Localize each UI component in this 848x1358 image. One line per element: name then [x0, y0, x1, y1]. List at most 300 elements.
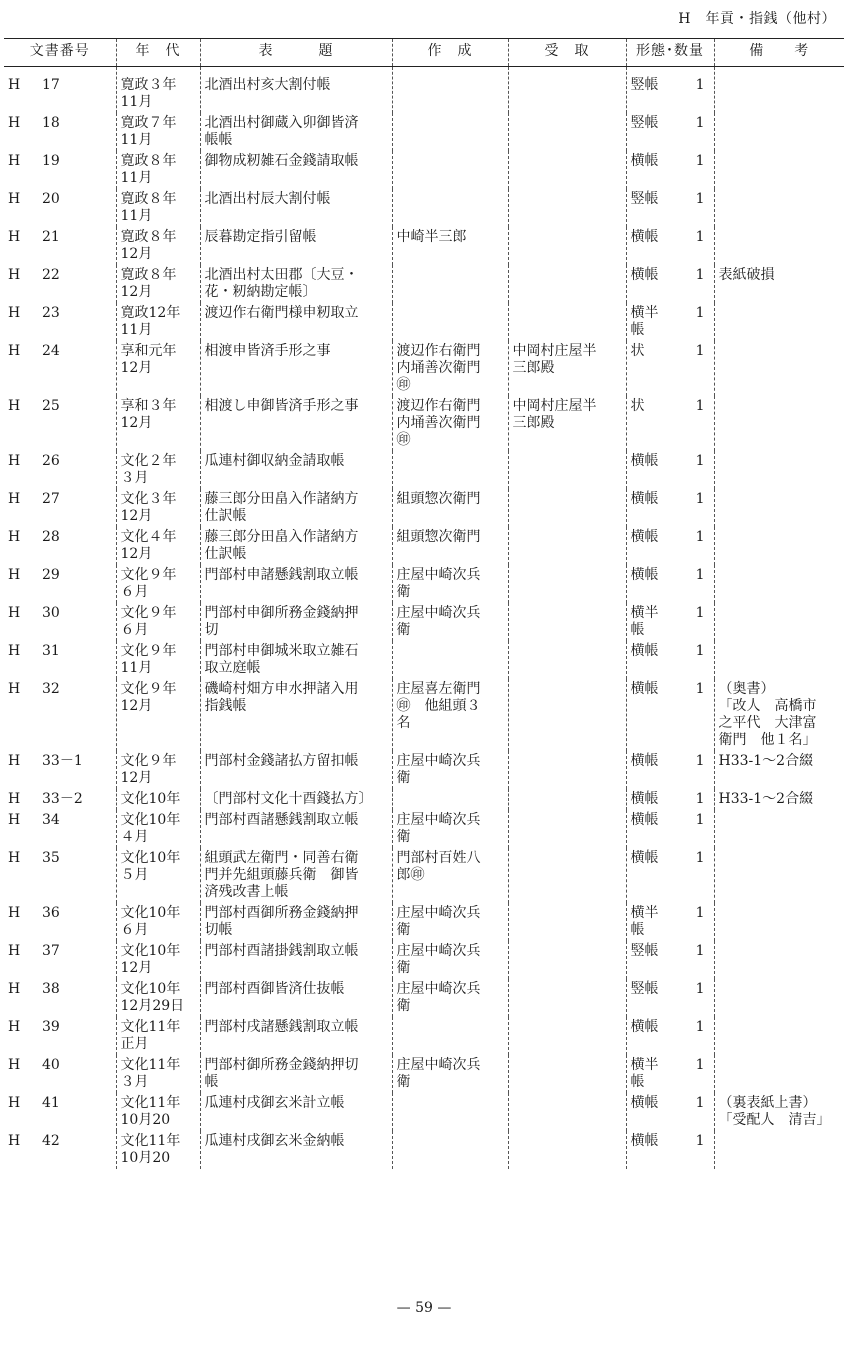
notes-cell — [714, 848, 844, 903]
recipient-cell — [508, 67, 626, 114]
creator-cell: 庄屋中崎次兵 衛 — [392, 903, 508, 941]
form-type: 横帳 — [630, 643, 659, 659]
title-cell: 門部村申諸懸銭割取立帳 — [200, 565, 392, 603]
form-quantity-cell — [626, 265, 714, 303]
recipient-cell — [508, 751, 626, 789]
recipient-cell — [508, 227, 626, 265]
title-cell: 瓜連村戌御玄米計立帳 — [200, 1093, 392, 1131]
doc-prefix: H — [8, 191, 21, 207]
column-header-title: 表 題 — [200, 39, 392, 67]
form-quantity-cell — [626, 679, 714, 751]
title-cell: 藤三郎分田畠入作諸納方 仕訳帳 — [200, 489, 392, 527]
doc-number: 25 — [42, 398, 60, 414]
notes-cell — [714, 113, 844, 151]
date-cell: 文化11年 10月20 — [116, 1131, 200, 1169]
quantity: 1 — [695, 153, 705, 169]
title-cell: 磯崎村畑方申水押諸入用 指銭帳 — [200, 679, 392, 751]
creator-cell: 庄屋中崎次兵 衛 — [392, 751, 508, 789]
doc-number: 21 — [42, 229, 60, 245]
form-quantity-cell — [626, 303, 714, 341]
doc-number: 34 — [42, 812, 60, 828]
form-quantity-cell — [626, 1017, 714, 1055]
doc-number-cell — [4, 396, 116, 451]
page-number: — 59 — — [396, 1300, 452, 1316]
form-type: 竪帳 — [630, 981, 659, 997]
form-type: 横帳 — [630, 529, 659, 545]
notes-cell — [714, 1055, 844, 1093]
date-cell: 文化９年 11月 — [116, 641, 200, 679]
form-type: 横帳 — [630, 812, 659, 828]
table-row — [4, 641, 844, 679]
doc-prefix: H — [8, 529, 21, 545]
form-type: 横半 帳 — [630, 605, 659, 638]
title-cell: 門部村申御城米取立雑石 取立庭帳 — [200, 641, 392, 679]
date-cell: 寛政12年 11月 — [116, 303, 200, 341]
form-type: 横帳 — [630, 491, 659, 507]
doc-number-cell — [4, 941, 116, 979]
form-quantity-cell — [626, 151, 714, 189]
column-header-recipient: 受 取 — [508, 39, 626, 67]
title-cell: 相渡し申御皆済手形之事 — [200, 396, 392, 451]
creator-cell — [392, 303, 508, 341]
quantity: 1 — [695, 1057, 705, 1073]
doc-number: 18 — [42, 115, 60, 131]
doc-prefix: H — [8, 905, 21, 921]
form-quantity-cell — [626, 979, 714, 1017]
form-quantity-cell — [626, 903, 714, 941]
doc-number: 35 — [42, 850, 60, 866]
column-header-creator: 作 成 — [392, 39, 508, 67]
table-row — [4, 151, 844, 189]
doc-number-cell — [4, 189, 116, 227]
date-cell: 文化10年 — [116, 789, 200, 810]
date-cell: 文化９年 12月 — [116, 679, 200, 751]
creator-cell: 庄屋喜左衛門 ㊞ 他組頭３ 名 — [392, 679, 508, 751]
form-type: 横帳 — [630, 850, 659, 866]
creator-cell — [392, 1131, 508, 1169]
notes-cell — [714, 641, 844, 679]
creator-cell: 庄屋中崎次兵 衛 — [392, 603, 508, 641]
title-cell: 門部村御所務金錢納押切 帳 — [200, 1055, 392, 1093]
doc-number: 26 — [42, 453, 60, 469]
form-quantity-cell — [626, 1055, 714, 1093]
creator-cell: 中崎半三郎 — [392, 227, 508, 265]
title-cell: 瓜連村御収納金請取帳 — [200, 451, 392, 489]
form-type: 横半 帳 — [630, 1057, 659, 1090]
recipient-cell — [508, 903, 626, 941]
quantity: 1 — [695, 605, 705, 621]
form-type: 横帳 — [630, 681, 659, 697]
date-cell: 寛政７年 11月 — [116, 113, 200, 151]
table-row — [4, 1131, 844, 1169]
notes-cell — [714, 396, 844, 451]
quantity: 1 — [695, 850, 705, 866]
doc-number-cell — [4, 1131, 116, 1169]
doc-prefix: H — [8, 343, 21, 359]
recipient-cell — [508, 1017, 626, 1055]
doc-prefix: H — [8, 753, 21, 769]
creator-cell: 庄屋中崎次兵 衛 — [392, 810, 508, 848]
quantity: 1 — [695, 453, 705, 469]
title-cell: 北酒出村辰大割付帳 — [200, 189, 392, 227]
column-header-date: 年 代 — [116, 39, 200, 67]
creator-cell: 庄屋中崎次兵 衛 — [392, 565, 508, 603]
recipient-cell — [508, 1093, 626, 1131]
doc-prefix: H — [8, 77, 21, 93]
table-row — [4, 810, 844, 848]
document-catalog-table — [4, 38, 844, 1169]
column-header-doc-number: 文書番号 — [4, 39, 116, 67]
date-cell: 寛政８年 11月 — [116, 189, 200, 227]
date-cell: 文化９年 ６月 — [116, 603, 200, 641]
date-cell: 寛政８年 12月 — [116, 265, 200, 303]
notes-cell — [714, 1017, 844, 1055]
notes-cell — [714, 565, 844, 603]
column-header-form-quantity: 形態･数量 — [626, 39, 714, 67]
creator-cell — [392, 265, 508, 303]
quantity: 1 — [695, 791, 705, 807]
recipient-cell — [508, 979, 626, 1017]
quantity: 1 — [695, 1095, 705, 1111]
quantity: 1 — [695, 812, 705, 828]
form-type: 横半 帳 — [630, 305, 659, 338]
date-cell: 文化11年 10月20 — [116, 1093, 200, 1131]
form-quantity-cell — [626, 848, 714, 903]
table-row — [4, 113, 844, 151]
recipient-cell — [508, 451, 626, 489]
doc-number: 24 — [42, 343, 60, 359]
form-type: 横帳 — [630, 267, 659, 283]
doc-prefix: H — [8, 453, 21, 469]
doc-prefix: H — [8, 943, 21, 959]
title-cell: 北酒出村太田郡〔大豆・ 花・籾納勘定帳〕 — [200, 265, 392, 303]
doc-number: 32 — [42, 681, 60, 697]
date-cell: 文化10年 12月 — [116, 941, 200, 979]
quantity: 1 — [695, 267, 705, 283]
doc-number: 30 — [42, 605, 60, 621]
doc-number-cell — [4, 341, 116, 396]
doc-number-cell — [4, 751, 116, 789]
recipient-cell — [508, 189, 626, 227]
doc-number-cell — [4, 113, 116, 151]
notes-cell — [714, 67, 844, 114]
form-quantity-cell — [626, 527, 714, 565]
quantity: 1 — [695, 529, 705, 545]
title-cell: 辰暮勘定指引留帳 — [200, 227, 392, 265]
doc-number: 28 — [42, 529, 60, 545]
form-quantity-cell — [626, 113, 714, 151]
title-cell: 御物成籾雑石金錢請取帳 — [200, 151, 392, 189]
doc-prefix: H — [8, 567, 21, 583]
table-row — [4, 979, 844, 1017]
title-cell: 渡辺作右衛門様申籾取立 — [200, 303, 392, 341]
title-cell: 門部村酉諸掛銭割取立帳 — [200, 941, 392, 979]
recipient-cell — [508, 1131, 626, 1169]
doc-number: 27 — [42, 491, 60, 507]
doc-number: 23 — [42, 305, 60, 321]
form-type: 状 — [630, 398, 645, 414]
date-cell: 文化９年 12月 — [116, 751, 200, 789]
doc-prefix: H — [8, 791, 21, 807]
doc-number: 33－2 — [42, 791, 83, 807]
quantity: 1 — [695, 191, 705, 207]
title-cell: 北酒出村御蔵入卯御皆済 帳帳 — [200, 113, 392, 151]
creator-cell — [392, 1093, 508, 1131]
doc-number: 29 — [42, 567, 60, 583]
doc-number-cell — [4, 1017, 116, 1055]
recipient-cell — [508, 603, 626, 641]
date-cell: 寛政８年 11月 — [116, 151, 200, 189]
doc-number-cell — [4, 789, 116, 810]
doc-prefix: H — [8, 681, 21, 697]
doc-number: 40 — [42, 1057, 60, 1073]
doc-prefix: H — [8, 812, 21, 828]
form-type: 横帳 — [630, 791, 659, 807]
creator-cell — [392, 789, 508, 810]
title-cell: 門部村戌諸懸銭割取立帳 — [200, 1017, 392, 1055]
doc-prefix: H — [8, 115, 21, 131]
quantity: 1 — [695, 77, 705, 93]
date-cell: 寛政３年 11月 — [116, 67, 200, 114]
doc-number: 22 — [42, 267, 60, 283]
recipient-cell — [508, 848, 626, 903]
date-cell: 文化10年 ６月 — [116, 903, 200, 941]
date-cell: 文化10年 ５月 — [116, 848, 200, 903]
form-quantity-cell — [626, 189, 714, 227]
title-cell: 門部村酉諸懸銭割取立帳 — [200, 810, 392, 848]
doc-number: 33－1 — [42, 753, 83, 769]
doc-number: 19 — [42, 153, 60, 169]
table-row — [4, 303, 844, 341]
notes-cell: （裏表紙上書） 「受配人 清吉」 — [714, 1093, 844, 1131]
table-row — [4, 67, 844, 114]
title-cell: 門部村金錢諸払方留扣帳 — [200, 751, 392, 789]
table-row — [4, 751, 844, 789]
doc-number: 41 — [42, 1095, 60, 1111]
section-header: H 年貢・指銭（他村） — [678, 11, 836, 27]
form-type: 竪帳 — [630, 191, 659, 207]
form-type: 竪帳 — [630, 77, 659, 93]
quantity: 1 — [695, 398, 705, 414]
form-quantity-cell — [626, 789, 714, 810]
doc-number-cell — [4, 1055, 116, 1093]
date-cell: 享和３年 12月 — [116, 396, 200, 451]
date-cell: 文化10年 12月29日 — [116, 979, 200, 1017]
title-cell: 組頭武左衛門・同善右衛 門并先組頭藤兵衛 御皆 済残改書上帳 — [200, 848, 392, 903]
form-type: 横帳 — [630, 229, 659, 245]
title-cell: 門部村申御所務金錢納押 切 — [200, 603, 392, 641]
quantity: 1 — [695, 1133, 705, 1149]
quantity: 1 — [695, 753, 705, 769]
table-row — [4, 789, 844, 810]
title-cell: 相渡申皆済手形之事 — [200, 341, 392, 396]
quantity: 1 — [695, 229, 705, 245]
doc-prefix: H — [8, 153, 21, 169]
doc-prefix: H — [8, 605, 21, 621]
form-type: 横半 帳 — [630, 905, 659, 938]
doc-prefix: H — [8, 305, 21, 321]
creator-cell: 組頭惣次衛門 — [392, 527, 508, 565]
form-quantity-cell — [626, 396, 714, 451]
doc-prefix: H — [8, 398, 21, 414]
recipient-cell — [508, 303, 626, 341]
recipient-cell — [508, 489, 626, 527]
form-type: 横帳 — [630, 1133, 659, 1149]
form-quantity-cell — [626, 751, 714, 789]
title-cell: 北酒出村亥大割付帳 — [200, 67, 392, 114]
creator-cell — [392, 113, 508, 151]
creator-cell — [392, 1017, 508, 1055]
doc-number-cell — [4, 265, 116, 303]
notes-cell — [714, 527, 844, 565]
table-row — [4, 227, 844, 265]
doc-number-cell — [4, 565, 116, 603]
quantity: 1 — [695, 943, 705, 959]
date-cell: 文化２年 ３月 — [116, 451, 200, 489]
date-cell: 文化11年 正月 — [116, 1017, 200, 1055]
recipient-cell: 中岡村庄屋半 三郎殿 — [508, 396, 626, 451]
quantity: 1 — [695, 567, 705, 583]
recipient-cell — [508, 810, 626, 848]
form-quantity-cell — [626, 341, 714, 396]
form-type: 横帳 — [630, 1019, 659, 1035]
doc-number: 37 — [42, 943, 60, 959]
notes-cell — [714, 451, 844, 489]
date-cell: 享和元年 12月 — [116, 341, 200, 396]
notes-cell — [714, 303, 844, 341]
table-row — [4, 189, 844, 227]
table-row — [4, 1017, 844, 1055]
notes-cell — [714, 810, 844, 848]
notes-cell: H33-1～2合綴 — [714, 789, 844, 810]
doc-prefix: H — [8, 229, 21, 245]
recipient-cell — [508, 789, 626, 810]
creator-cell: 組頭惣次衛門 — [392, 489, 508, 527]
form-type: 横帳 — [630, 453, 659, 469]
form-type: 横帳 — [630, 153, 659, 169]
doc-number: 31 — [42, 643, 60, 659]
quantity: 1 — [695, 681, 705, 697]
table-row — [4, 1093, 844, 1131]
recipient-cell: 中岡村庄屋半 三郎殿 — [508, 341, 626, 396]
quantity: 1 — [695, 643, 705, 659]
creator-cell: 渡辺作右衛門 内埇善次衛門 ㊞ — [392, 396, 508, 451]
form-type: 竪帳 — [630, 115, 659, 131]
notes-cell — [714, 227, 844, 265]
title-cell: 門部村酉御皆済仕抜帳 — [200, 979, 392, 1017]
table-row — [4, 527, 844, 565]
form-type: 竪帳 — [630, 943, 659, 959]
creator-cell: 庄屋中崎次兵 衛 — [392, 979, 508, 1017]
recipient-cell — [508, 941, 626, 979]
recipient-cell — [508, 679, 626, 751]
recipient-cell — [508, 1055, 626, 1093]
creator-cell — [392, 641, 508, 679]
doc-prefix: H — [8, 1133, 21, 1149]
form-quantity-cell — [626, 451, 714, 489]
doc-number-cell — [4, 641, 116, 679]
table-row — [4, 848, 844, 903]
doc-prefix: H — [8, 850, 21, 866]
date-cell: 文化９年 ６月 — [116, 565, 200, 603]
quantity: 1 — [695, 343, 705, 359]
title-cell: 門部村酉御所務金錢納押 切帳 — [200, 903, 392, 941]
doc-number: 38 — [42, 981, 60, 997]
creator-cell: 門部村百姓八 郎㊞ — [392, 848, 508, 903]
recipient-cell — [508, 527, 626, 565]
creator-cell — [392, 189, 508, 227]
table-row — [4, 603, 844, 641]
table-header-row — [4, 39, 844, 67]
date-cell: 文化４年 12月 — [116, 527, 200, 565]
form-type: 状 — [630, 343, 645, 359]
notes-cell — [714, 903, 844, 941]
quantity: 1 — [695, 981, 705, 997]
doc-number-cell — [4, 151, 116, 189]
form-quantity-cell — [626, 941, 714, 979]
date-cell: 文化10年 ４月 — [116, 810, 200, 848]
table-row — [4, 565, 844, 603]
notes-cell — [714, 603, 844, 641]
notes-cell — [714, 151, 844, 189]
notes-cell — [714, 489, 844, 527]
doc-number: 20 — [42, 191, 60, 207]
doc-number-cell — [4, 527, 116, 565]
doc-number-cell — [4, 227, 116, 265]
notes-cell: （奥書） 「改人 高橋市 之平代 大津富 衛門 他１名」 — [714, 679, 844, 751]
doc-prefix: H — [8, 1019, 21, 1035]
doc-prefix: H — [8, 491, 21, 507]
doc-number: 42 — [42, 1133, 60, 1149]
doc-number-cell — [4, 1093, 116, 1131]
doc-number-cell — [4, 810, 116, 848]
doc-number-cell — [4, 679, 116, 751]
form-quantity-cell — [626, 1131, 714, 1169]
table-row — [4, 451, 844, 489]
doc-prefix: H — [8, 643, 21, 659]
form-quantity-cell — [626, 810, 714, 848]
creator-cell — [392, 451, 508, 489]
doc-number: 36 — [42, 905, 60, 921]
doc-number-cell — [4, 979, 116, 1017]
form-quantity-cell — [626, 603, 714, 641]
date-cell: 文化３年 12月 — [116, 489, 200, 527]
notes-cell — [714, 1131, 844, 1169]
doc-prefix: H — [8, 1057, 21, 1073]
form-quantity-cell — [626, 489, 714, 527]
table-row — [4, 679, 844, 751]
quantity: 1 — [695, 491, 705, 507]
date-cell: 寛政８年 12月 — [116, 227, 200, 265]
doc-number: 39 — [42, 1019, 60, 1035]
doc-number: 17 — [42, 77, 60, 93]
form-quantity-cell — [626, 565, 714, 603]
form-quantity-cell — [626, 227, 714, 265]
notes-cell — [714, 979, 844, 1017]
form-quantity-cell — [626, 641, 714, 679]
column-header-notes: 備 考 — [714, 39, 844, 67]
quantity: 1 — [695, 115, 705, 131]
notes-cell: H33-1～2合綴 — [714, 751, 844, 789]
doc-prefix: H — [8, 1095, 21, 1111]
form-quantity-cell — [626, 1093, 714, 1131]
doc-number-cell — [4, 603, 116, 641]
recipient-cell — [508, 113, 626, 151]
notes-cell: 表紙破損 — [714, 265, 844, 303]
recipient-cell — [508, 565, 626, 603]
doc-number-cell — [4, 303, 116, 341]
creator-cell: 庄屋中崎次兵 衛 — [392, 1055, 508, 1093]
